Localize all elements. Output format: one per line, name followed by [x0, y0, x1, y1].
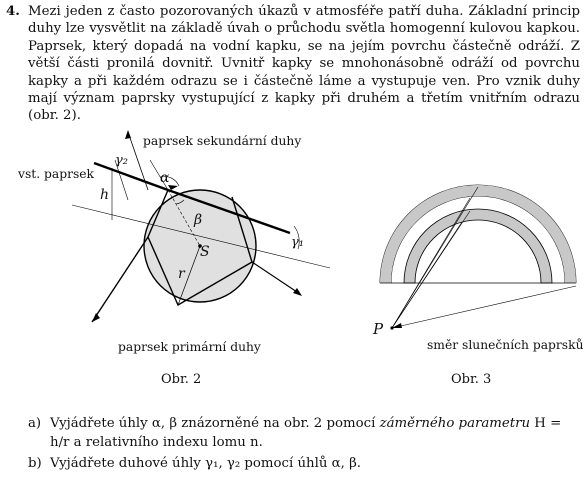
- question-a: [28, 414, 578, 452]
- primary-ray: [92, 237, 148, 322]
- question-b: [28, 454, 578, 473]
- question-a-italic: záměrného parametru: [379, 416, 531, 431]
- question-a-text-2: H = h/r a relativního indexu lomu n.: [50, 416, 562, 450]
- incoming-arrow: [168, 185, 178, 190]
- figure-3-diagram: [380, 185, 576, 330]
- symbol-gamma1: γ₁: [291, 235, 304, 250]
- problem-number: 4.: [6, 4, 20, 19]
- observer-point: [390, 326, 393, 329]
- symbol-alpha: α: [160, 170, 170, 186]
- symbol-S: S: [200, 244, 210, 260]
- caption-figure-2: Obr. 2: [161, 372, 202, 387]
- figures-svg: [0, 120, 587, 410]
- symbol-gamma2: γ₂: [115, 153, 128, 168]
- exit-ray: [252, 262, 300, 294]
- symbol-P: P: [373, 320, 384, 338]
- symbol-h: h: [100, 187, 110, 203]
- primary-arrow: [92, 313, 100, 322]
- label-secondary-ray: paprsek sekundární duhy: [143, 134, 302, 148]
- question-a-text-1: Vyjádřete úhly α, β znázorněné na obr. 2 pomocí: [50, 416, 380, 431]
- sight-line-2: [392, 198, 470, 328]
- problem-statement: [6, 3, 580, 125]
- label-primary-ray: paprsek primární duhy: [118, 340, 261, 354]
- exit-arrow: [293, 288, 302, 296]
- secondary-arrow: [125, 130, 131, 139]
- problem-text: Mezi jeden z často pozorovaných úkazů v atmosféře patří duha. Základní princip duhy lze vysvětlit na základě úvah o průchodu světla homogenní kulovou kapkou. Paprsek, který dopadá na vodní kapku, se na jejím povrchu částečně odráží. Z větší části pronilá dovnitř. Uvnitř kapky se mnohonásobně odráží od povrchu kapky a při každém odrazu se i částečně láme a vystupuje ven. Pro vznik duhy mají význam paprsky vystupující z kapky při druhém a třetím vnitřním odrazu (obr. 2).: [28, 4, 580, 124]
- incoming-ray: [94, 163, 168, 190]
- question-b-text: Vyjádřete duhové úhly γ₁, γ₂ pomocí úhlů α, β.: [50, 456, 361, 471]
- caption-figure-3: Obr. 3: [451, 372, 492, 387]
- symbol-beta: β: [194, 212, 203, 228]
- sun-line: [392, 286, 576, 328]
- label-incoming-ray: vst. paprsek: [18, 167, 95, 181]
- symbol-r: r: [178, 266, 185, 282]
- question-a-key: a): [28, 416, 42, 431]
- question-b-key: b): [28, 456, 42, 471]
- label-sun-direction: směr slunečních paprsků: [427, 338, 584, 352]
- questions-list: [28, 414, 578, 473]
